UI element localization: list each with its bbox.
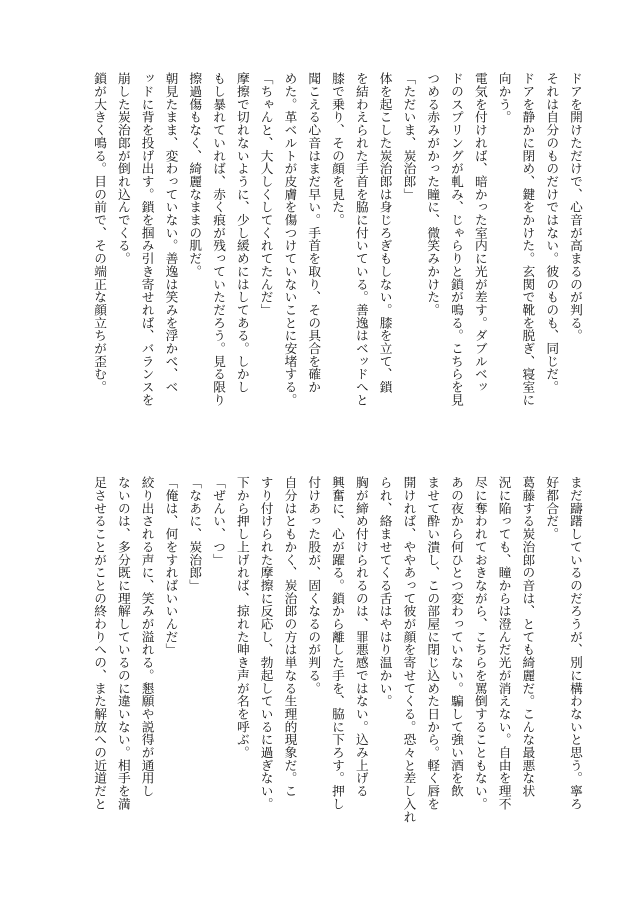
text-line: めた。革ベルトが皮膚を傷つけていないことに安堵する。 xyxy=(282,72,298,407)
text-line: すり付けられた摩擦に反応し、勃起しているに過ぎない。 xyxy=(258,476,274,811)
text-line: 聞こえる心音はまだ早い。手首を取り、その具合を確か xyxy=(306,72,322,394)
text-line: 興奮に、心が躍る。鎖から離した手を、脇に下ろす。押し xyxy=(330,476,346,811)
text-line: 付けあった股が、固くなるのが判る。 xyxy=(306,476,322,695)
text-line: 足させることがことの終わりへの、また解放への近道だと xyxy=(92,476,108,811)
text-line: 「ぜんい、つ」 xyxy=(211,476,227,566)
text-line: 下から押し上げれば、掠れた呻き声が名を呼ぶ。 xyxy=(234,476,250,759)
text-line: 況に陥っても、瞳からは澄んだ光が消えない。自由を理不 xyxy=(496,476,512,811)
text-line: 電気を付ければ、暗かった室内に光が差す。ダブルベッ xyxy=(472,72,488,394)
text-line: 胸が締め付けられるのは、罪悪感ではない。込み上げる xyxy=(353,476,369,798)
text-line: まだ躊躇しているのだろうが、別に構わないと思う。寧ろ xyxy=(568,476,583,811)
text-line: ませて酔い潰し、この部屋に閉じ込めた日から。軽く唇を xyxy=(425,476,441,811)
text-block-lower xyxy=(87,476,587,876)
text-line: あの夜から何ひとつ変わっていない。騙して強い酒を飲 xyxy=(449,476,465,798)
text-line: 朝見たまま、変わっていない。善逸は笑みを浮かべ、ベ xyxy=(163,72,179,394)
text-line: 「俺は、何をすればいいんだ」 xyxy=(163,476,179,656)
text-line: 膝で乗り、その顔を見た。 xyxy=(330,72,346,227)
text-line: 体を起こした炭治郎は身じろぎもしない。膝を立て、鎖 xyxy=(377,72,393,394)
text-line: 開ければ、ややあって彼が顔を寄せてくる。恐々と差し入れ xyxy=(401,476,417,823)
text-line: ッドに背を投げ出す。鎖を掴み引き寄せれば、バランスを xyxy=(139,72,155,407)
text-line: 「ただいま、炭治郎」 xyxy=(401,72,417,201)
text-line: ないのは、多分既に理解しているのに違いない。相手を満 xyxy=(115,476,131,811)
text-line: 葛藤する炭治郎の音は、とても綺麗だ。こんな最悪な状 xyxy=(520,476,536,798)
text-line: 自分はともかく、炭治郎の方は単なる生理的現象だ。こ xyxy=(282,476,298,798)
text-line: それは自分のものだけではない。彼のものも、同じだ。 xyxy=(544,72,560,394)
text-line: 「なあに、炭治郎」 xyxy=(187,476,203,592)
text-block-upper xyxy=(87,72,587,472)
text-line: つめる赤みがかった瞳に、微笑みかけた。 xyxy=(425,72,441,317)
text-line: 向かう。 xyxy=(496,72,512,124)
text-line: 好都合だ。 xyxy=(544,476,560,541)
text-line: ドアを静かに閉め、鍵をかけた。玄関で靴を脱ぎ、寝室に xyxy=(520,72,536,407)
text-line: 崩した炭治郎が倒れ込んでくる。 xyxy=(115,72,131,265)
text-line: を結わえられた手首を脇に付いている。善逸はベッドへと xyxy=(353,72,369,407)
text-line: ドアを開けただけで、心音が高まるのが判る。 xyxy=(568,72,583,342)
text-line: ドのスプリングが軋み、じゃらりと鎖が鳴る。こちらを見 xyxy=(449,72,465,407)
text-line: 擦過傷もなく、綺麗なままの肌だ。 xyxy=(187,72,203,278)
text-line: 「ちゃんと、大人しくしてくれてたんだ」 xyxy=(258,72,274,317)
text-line: 絞り出される声に、笑みが溢れる。懇願や説得が通用し xyxy=(139,476,155,798)
text-line: られ、絡ませてくる舌はやはり温かい。 xyxy=(377,476,393,708)
text-line: 鎖が大きく鳴る。目の前で、その端正な顔立ちが歪む。 xyxy=(92,72,108,394)
text-line: 摩擦で切れないように、少し緩めにはしてある。しかし xyxy=(234,72,250,394)
text-line: 尽に奪われておきながら、こちらを罵倒することもない。 xyxy=(472,476,488,811)
text-line: もし暴れていれば、赤く痕が残っていただろう。見る限り xyxy=(211,72,227,407)
